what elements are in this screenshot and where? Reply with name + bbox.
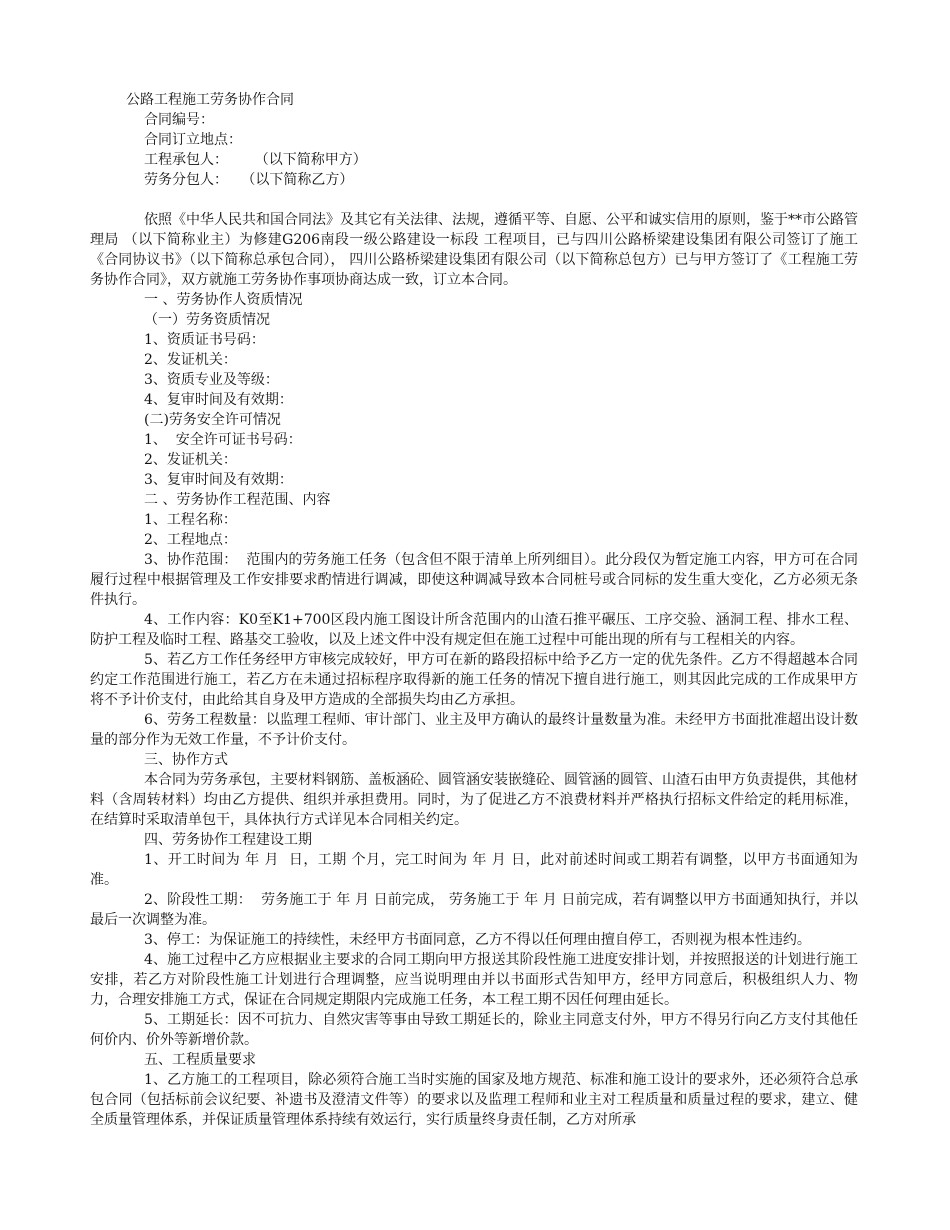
section-heading: 四、劳务协作工程建设工期 [144, 832, 312, 848]
section-heading: 一 、劳务协作人资质情况 [144, 292, 303, 308]
clause-line: 6、劳务工程数量：以监理工程师、审计部门、业主及甲方确认的最终计量数量为准。未经甲方书面批准超出设计数量的部分作为无效工作量，不予计价支付。 [90, 712, 858, 748]
clause-line: 3、复审时间及有效期： [144, 472, 293, 488]
clause-line: (二)劳务安全许可情况 [144, 412, 281, 428]
contract-document [90, 90, 858, 1130]
clause-line: 2、阶段性工期： 劳务施工于 年 月 日前完成， 劳务施工于 年 月 日前完成，若有调整以甲方书面通知执行，并以最后一次调整为准。 [90, 892, 858, 928]
clause-line: 4、工作内容：K0至K1+700区段内施工图设计所含范围内的山渣石推平碾压、工序交验、涵洞工程、排水工程、防护工程及临时工程、路基交工验收，以及上述文件中没有规定但在施工过程中可能出现的所有与工程相关的内容。 [90, 612, 858, 648]
document-title: 公路工程施工劳务协作合同 [126, 92, 294, 108]
clause-line: 4、施工过程中乙方应根据业主要求的合同工期向甲方报送其阶段性施工进度安排计划，并按照报送的计划进行施工安排，若乙方对阶段性施工计划进行合理调整，应当说明理由并以书面形式告知甲方，经甲方同意后，积极组织人力、物力，合理安排施工方式，保证在合同规定期限内完成施工任务，本工程工期不因任何理由延长。 [90, 952, 858, 1008]
clause-line: 1、乙方施工的工程项目，除必须符合施工当时实施的国家及地方规范、标准和施工设计的要求外，还必须符合总承包合同（包括标前会议纪要、补遗书及澄清文件等）的要求以及监理工程师和业主对工程质量和质量过程的要求，建立、健全质量管理体系，并保证质量管理体系持续有效运行，实行质量终身责任制，乙方对所承 [90, 1072, 858, 1128]
header-field-subcontractor: 劳务分包人： （以下简称乙方） [144, 172, 354, 188]
clause-line: 4、复审时间及有效期： [144, 392, 293, 408]
section-heading: 二 、劳务协作工程范围、内容 [144, 492, 331, 508]
spacer [90, 190, 858, 210]
clause-line: 3、停工：为保证施工的持续性，未经甲方书面同意，乙方不得以任何理由擅自停工，否则视为根本性违约。 [144, 932, 811, 948]
clause-line: 2、发证机关： [144, 352, 237, 368]
clause-line: 1、工程名称： [144, 512, 237, 528]
clause-line: 本合同为劳务承包，主要材料钢筋、盖板涵砼、圆管涵安装嵌缝砼、圆管涵的圆管、山渣石由甲方负责提供，其他材料（含周转材料）均由乙方提供、组织并承担费用。同时，为了促进乙方不浪费材料并严格执行招标文件给定的耗用标准，在结算时采取清单包干，具体执行方式详见本合同相关约定。 [90, 772, 858, 828]
clause-line: （一）劳务资质情况 [144, 312, 270, 328]
clause-line: 5、若乙方工作任务经甲方审核完成较好，甲方可在新的路段招标中给予乙方一定的优先条件。乙方不得超越本合同约定工作范围进行施工，若乙方在未通过招标程序取得新的施工任务的情况下擅自进行施工，则其因此完成的工作成果甲方将不予计价支付，由此给其自身及甲方造成的全部损失均由乙方承担。 [90, 652, 858, 708]
section-heading: 五、工程质量要求 [144, 1052, 256, 1068]
clause-line: 2、工程地点： [144, 532, 237, 548]
clause-line: 3、资质专业及等级： [144, 372, 279, 388]
contract-body [90, 290, 858, 1130]
clause-line: 2、发证机关： [144, 452, 237, 468]
clause-line: 3、协作范围： 范围内的劳务施工任务（包含但不限于清单上所列细目）。此分段仅为暂定施工内容，甲方可在合同履行过程中根据管理及工作安排要求酌情进行调减，即使这种调减导致本合同桩号或合同标的发生重大变化，乙方必须无条件执行。 [90, 552, 858, 608]
preamble-paragraph: 依照《中华人民共和国合同法》及其它有关法律、法规，遵循平等、自愿、公平和诚实信用的原则，鉴于**市公路管理局 （以下简称业主）为修建G206南段一级公路建设一标段 工程项目，已与四川公路桥梁建设集团有限公司签订了施工《合同协议书》（以下简称总承包合同）， 四川公路桥梁建设集团有限公司（以下简称总包方）已与甲方签订了《工程施工劳务协作合同》，双方就施工劳务协作事项协商达成一致，订立本合同。 [90, 212, 858, 288]
header-field-contractor: 工程承包人： （以下简称甲方） [144, 152, 367, 168]
clause-line: 1、开工时间为 年 月 日，工期 个月，完工时间为 年 月 日，此对前述时间或工期若有调整，以甲方书面通知为准。 [90, 852, 858, 888]
clause-line: 1、 安全许可证书号码： [144, 432, 302, 448]
section-heading: 三、协作方式 [144, 752, 228, 768]
header-field-signing-place: 合同订立地点： [144, 132, 242, 148]
header-field-contract-number: 合同编号： [144, 112, 214, 128]
clause-line: 1、资质证书号码： [144, 332, 265, 348]
clause-line: 5、工期延长：因不可抗力、自然灾害等事由导致工期延长的，除业主同意支付外，甲方不得另行向乙方支付其他任何价内、价外等新增价款。 [90, 1012, 858, 1048]
